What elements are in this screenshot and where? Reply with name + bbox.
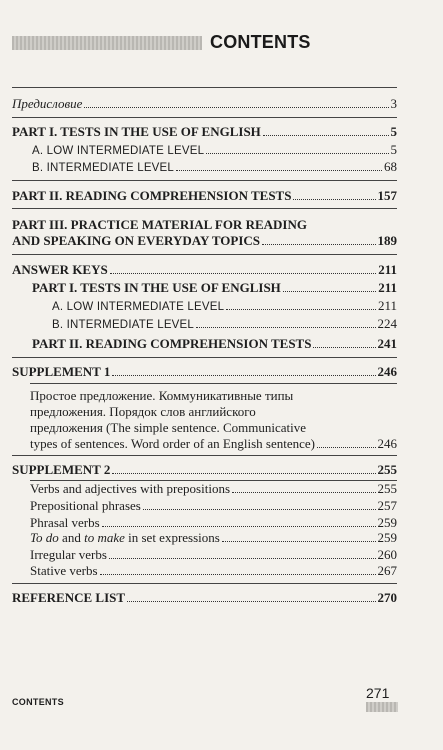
toc-entry-supplement2[interactable]: SUPPLEMENT 2 255 xyxy=(12,462,397,477)
footer-decoration xyxy=(366,702,398,712)
toc-entry-part3[interactable]: AND SPEAKING ON EVERYDAY TOPICS 189 xyxy=(12,233,397,248)
section-divider xyxy=(12,455,397,456)
toc-entry-to-do-to-make[interactable]: To do and to make in set expressions 259 xyxy=(30,530,397,545)
toc-entry-phrasal-verbs[interactable]: Phrasal verbs 259 xyxy=(30,515,397,530)
toc-entry-part3-line1[interactable]: PART III. PRACTICE MATERIAL FOR READING xyxy=(12,217,307,232)
toc-entry-preface[interactable]: Предисловие 3 xyxy=(12,96,397,111)
toc-entry-part1-b[interactable]: B. INTERMEDIATE LEVEL 68 xyxy=(32,159,397,174)
toc-entry-stative-verbs[interactable]: Stative verbs 267 xyxy=(30,563,397,578)
toc-entry-reference-list[interactable]: REFERENCE LIST 270 xyxy=(12,590,397,605)
toc-entry-supplement1[interactable]: SUPPLEMENT 1 246 xyxy=(12,364,397,379)
toc-entry-keys-part1[interactable]: PART I. TESTS IN THE USE OF ENGLISH 211 xyxy=(32,280,397,295)
section-divider xyxy=(12,87,397,88)
toc-entry-keys-part1-b[interactable]: B. INTERMEDIATE LEVEL 224 xyxy=(52,316,397,331)
footer-label: CONTENTS xyxy=(12,697,64,707)
section-divider xyxy=(12,254,397,255)
section-divider xyxy=(12,117,397,118)
subsection-divider xyxy=(30,383,397,384)
toc-entry-answer-keys[interactable]: ANSWER KEYS 211 xyxy=(12,262,397,277)
toc-entry-supplement1-description[interactable]: Простое предложение. Коммуникативные типы предложения. Порядок слов английского предложения (The simple sentence. Communicative types of sentences. Word order of an English sentence) 246 xyxy=(30,388,397,451)
section-divider xyxy=(12,357,397,358)
page-number: 271 xyxy=(366,685,390,701)
toc-entry-prepositional-phrases[interactable]: Prepositional phrases 257 xyxy=(30,498,397,513)
toc-entry-verbs-adjectives[interactable]: Verbs and adjectives with prepositions 255 xyxy=(30,481,397,496)
toc-entry-part1[interactable]: PART I. TESTS IN THE USE OF ENGLISH 5 xyxy=(12,124,397,139)
toc-entry-part2[interactable]: PART II. READING COMPREHENSION TESTS 157 xyxy=(12,188,397,203)
header-decoration xyxy=(12,36,202,50)
section-divider xyxy=(12,583,397,584)
page-title: CONTENTS xyxy=(210,32,311,52)
toc-entry-keys-part1-a[interactable]: A. LOW INTERMEDIATE LEVEL 211 xyxy=(52,298,397,313)
toc-entry-part1-a[interactable]: A. LOW INTERMEDIATE LEVEL 5 xyxy=(32,142,397,157)
section-divider xyxy=(12,208,397,209)
toc-entry-irregular-verbs[interactable]: Irregular verbs 260 xyxy=(30,547,397,562)
section-divider xyxy=(12,180,397,181)
toc-entry-keys-part2[interactable]: PART II. READING COMPREHENSION TESTS 241 xyxy=(32,336,397,351)
